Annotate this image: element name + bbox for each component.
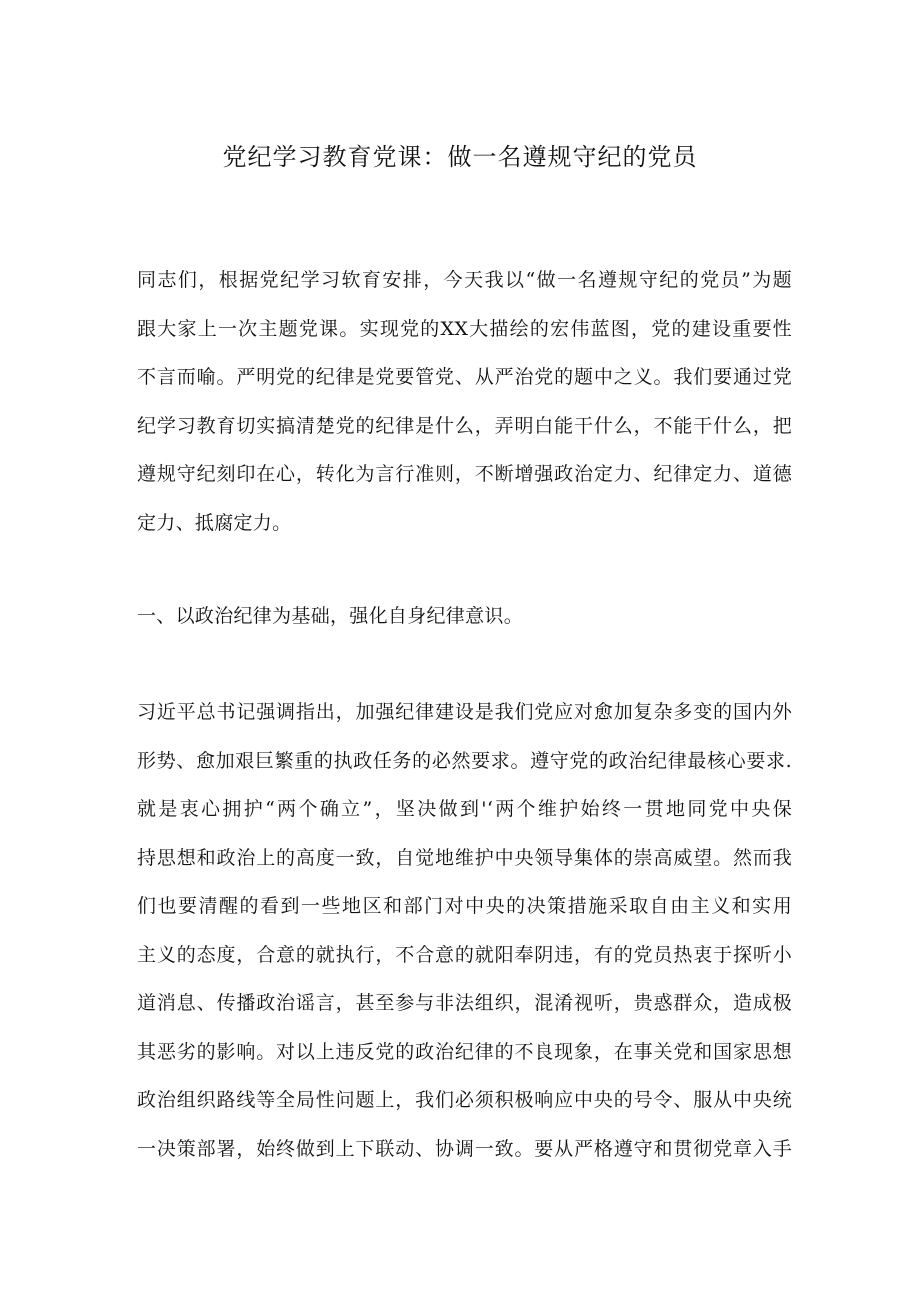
section-paragraph [137, 688, 792, 1173]
paragraph-line: 道消息、传播政治谣言，甚至参与非法组织，混淆视听，贵惑群众，造成极 [137, 992, 792, 1014]
paragraph-line: 纪学习教育切实搞清楚党的纪律是什么，弄明白能干什么，不能干什么，把 [137, 414, 792, 437]
paragraph-line: 其恶劣的影响。对以上违反党的政治纪律的不良现象，在事关党和国家思想 [137, 1040, 792, 1063]
section-heading-text: 一、以政治纪律为基础，强化自身纪律意识。 [137, 605, 524, 627]
paragraph-line: 主义的态度，合意的就执行，不合意的就阳奉阴违，有的党员热衷于探听小 [137, 943, 792, 966]
document-title: 党纪学习教育党课：做一名遵规守纪的党员 [222, 143, 698, 171]
paragraph-line: 持思想和政治上的高度一致，自觉地维护中央领导集体的崇高威望。然而我 [137, 846, 792, 869]
paragraph-line: 定力、抵腐定力。 [137, 511, 292, 534]
paragraph-line: 遵规守纪刻印在心，转化为言行准则，不断增强政治定力、纪律定力、道德 [137, 463, 792, 485]
paragraph-line: 就是衷心拥护“两个确立”，坚决做到'‘两个维护始终一贯地同党中央保 [137, 798, 792, 820]
paragraph-line: 跟大家上一次主题党课。实现党的XX大描绘的宏伟蓝图，党的建设重要性 [137, 317, 792, 340]
paragraph-line: 形势、愈加艰巨繁重的执政任务的必然要求。遵守党的政治纪律最核心要求. [137, 749, 792, 772]
intro-paragraph [137, 256, 792, 547]
paragraph-line: 们也要清醒的看到一些地区和部门对中央的决策措施采取自由主义和实用 [137, 895, 792, 917]
paragraph-line: 同志们，根据党纪学习软育安排，今天我以“做一名遵规守纪的党员”为题 [137, 269, 792, 291]
paragraph-line: 一决策部署，始终做到上下联动、协调一致。要从严格遵守和贯彻党章入手 [137, 1137, 792, 1160]
paragraph-line: 习近平总书记强调指出，加强纪律建设是我们党应对愈加复杂多变的国内外 [137, 701, 792, 723]
section-heading [137, 592, 792, 641]
paragraph-line: 不言而喻。严明党的纪律是党要管党、从严治党的题中之义。我们要通过党 [137, 366, 792, 388]
paragraph-line: 政治组织路线等全局性问题上，我们必须积极响应中央的号令、服从中央统 [137, 1089, 792, 1111]
